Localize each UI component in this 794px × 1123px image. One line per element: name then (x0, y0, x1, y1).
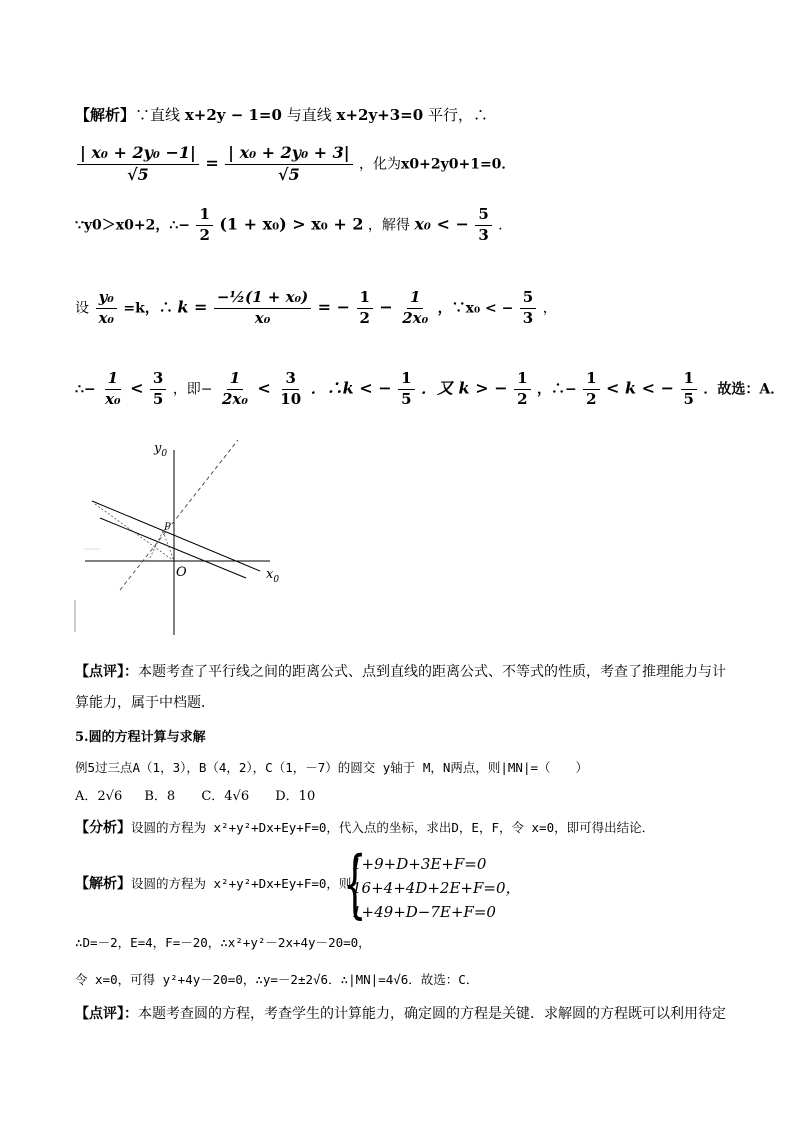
jiexi-tag: 【解析】 (75, 876, 131, 892)
fenxi-line: 【分析】设圆的方程为 x²+y²+Dx+Ey+F=0，代入点的坐标，求出D，E，F，令 x=0，即可得出结论． (75, 820, 655, 836)
distance-fraction-right: $\frac{\text{| x₀ + 2y₀ + 3|}}{√5}$ (225, 145, 352, 184)
comment-tag: 【点评】： (75, 664, 138, 680)
option-c: C．4√6 (201, 789, 250, 804)
analysis-line-1: 【解析】∵直线 x+2y − 1=0 与直线 x+2y+3=0 平行，∴ (75, 106, 488, 124)
equation-2: 16+4+4D+2E+F=0， (352, 879, 521, 897)
option-a: A．2√6 (75, 789, 123, 804)
coordinate-figure (70, 430, 290, 645)
option-d: D．10 (275, 789, 316, 804)
analysis-line-3: ∵y0＞x0+2，∴− $\frac{1}{2}$ (1 + x₀) > x₀ + 2 ，解得 x₀ < − $\frac{5}{3}$ ． (75, 205, 513, 244)
comment-1-line-1: 【点评】：本题考查了平行线之间的距离公式、点到直线的距离公式、不等式的性质，考查了推理能力与计 (75, 664, 726, 680)
origin-label: O (176, 565, 187, 580)
comment-2-tag: 【点评】： (75, 1006, 138, 1022)
system-brace: { (343, 841, 367, 927)
point-label: P (164, 522, 171, 533)
equation-3: 1+49+D−7E+F=0 (352, 903, 496, 921)
section-5-heading: 5.圆的方程计算与求解 (75, 730, 206, 745)
comment-2-line: 【点评】：本题考查圆的方程，考查学生的计算能力，确定圆的方程是关键．求解圆的方程既可以利用待定 (75, 1006, 726, 1022)
fenxi-tag: 【分析】 (75, 820, 131, 836)
options-row (75, 789, 315, 805)
equation-system (352, 852, 521, 924)
x-axis-label: $x_0$ (266, 567, 280, 585)
comment-1-line-2: 算能力，属于中档题． (75, 695, 215, 711)
example-5: 例5过三点A（1，3），B（4，2），C（1，－7）的圆交 y轴于 M，N两点，则|MN|=（ ） (75, 760, 589, 775)
analysis-tag: 【解析】 (75, 106, 136, 124)
distance-fraction-left: $\frac{\text{| x₀ + 2y₀ −1|}}{√5}$ (77, 145, 199, 184)
dashed-segment-3 (148, 531, 163, 562)
result-line-2: 令 x=0，可得 y²+4y－20=0，∴y=－2±2√6．∴|MN|=4√6．故选：C． (75, 972, 479, 987)
line-2 (100, 518, 246, 578)
analysis-line-2: $\frac{\text{| x₀ + 2y₀ −1|}}{√5}$ = $\frac{\text{| x₀ + 2y₀ + 3|}}{√5}$ ，化为x0+2y0+1=0． (75, 145, 515, 184)
analysis-line-4: 设 $\frac{\text{y₀}}{\text{x₀}}$ =k，∴ k = $\frac{\text{−½(1 + x₀)}}{\text{x₀}}$ = − $\frac{1}{2}$ − $\frac{1}{\text{2x₀}}$ ，∵x₀ < − $\frac{5}{3}$ ， (75, 288, 557, 327)
y-axis-label: $y_0$ (154, 441, 168, 459)
result-line-1: ∴D=－2，E=4，F=－20，∴x²+y²－2x+4y－20=0， (75, 935, 371, 950)
option-b: B．8 (144, 789, 176, 804)
equation-1: 1+9+D+3E+F=0 (352, 855, 487, 873)
analysis-line-5: ∴− $\frac{1}{\text{x₀}}$ < $\frac{3}{5}$ ，即− $\frac{1}{\text{2x₀}}$ < $\frac{3}{10}$ ．∴k < − $\frac{1}{5}$ ．又 k > − $\frac{1}{2}$ ，∴− $\frac{1}{2}$ < k < − $\frac{1}{5}$ ．故选：A． (75, 369, 785, 408)
jiexi-line: 【解析】设圆的方程为 x²+y²+Dx+Ey+F=0，则 (75, 876, 352, 892)
